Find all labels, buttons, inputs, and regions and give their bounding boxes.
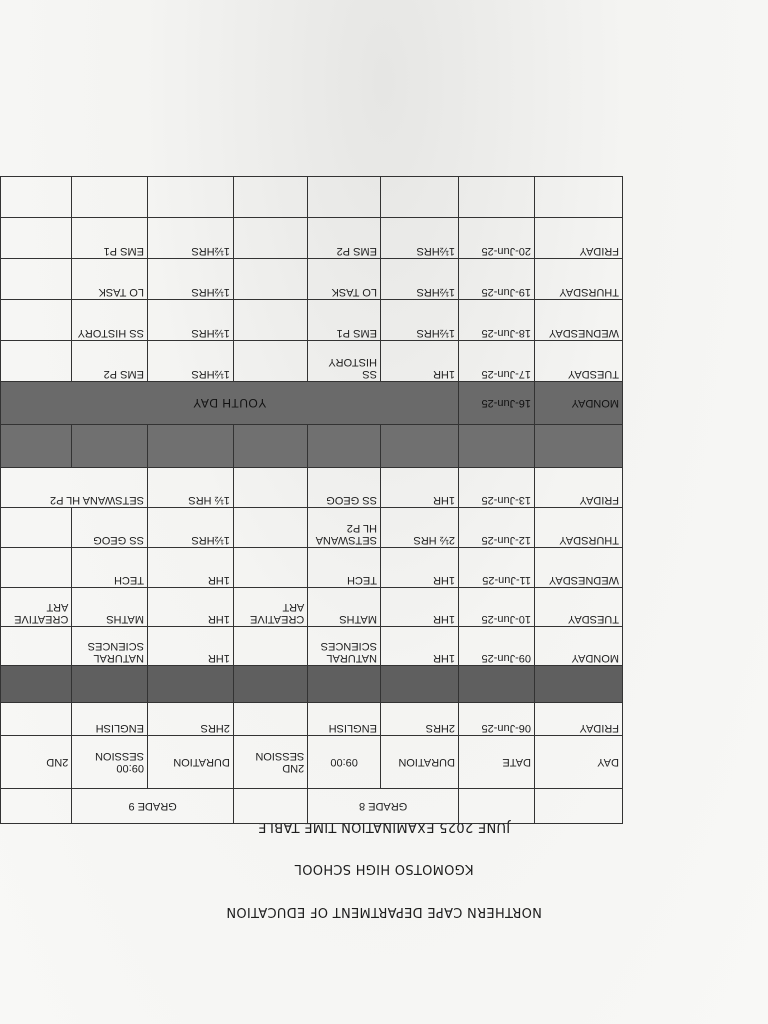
table-row — [1, 259, 623, 300]
table-row — [1, 588, 623, 627]
grade-header-row — [1, 789, 623, 824]
g9-subject-cell: MATHS — [72, 588, 148, 627]
g8-duration-cell: 1HR — [380, 468, 458, 508]
timetable-title: JUNE 2025 EXAMINATION TIME TABLE — [257, 819, 511, 834]
g9-subject-cell: EMS P1 — [72, 218, 148, 259]
g8-duration-header: DURATION — [380, 736, 458, 789]
g8-session2-cell — [233, 627, 307, 666]
g9-duration-cell: 1½HRS — [147, 508, 233, 548]
date-cell: 11-Jun-25 — [459, 548, 535, 588]
date-cell: 20-Jun-25 — [459, 218, 535, 259]
day-cell: THURSDAY — [534, 259, 622, 300]
g8-subject-cell: SS GEOG — [308, 468, 381, 508]
g9-duration-cell: 2HRS — [147, 703, 233, 736]
g8-session2-cell — [233, 259, 307, 300]
table-row — [1, 218, 623, 259]
g8-session2-cell — [233, 508, 307, 548]
g8-duration-cell: 1HR — [380, 588, 458, 627]
date-cell: 10-Jun-25 — [459, 588, 535, 627]
g9-session2-cell: CREATIVE ART — [1, 588, 72, 627]
date-cell: 18-Jun-25 — [459, 300, 535, 341]
holiday-row — [1, 382, 623, 425]
separator-row — [1, 666, 623, 703]
g9-session2-cell — [1, 341, 72, 382]
g8-duration-cell: 1HR — [380, 341, 458, 382]
g8-subject-cell: MATHS — [308, 588, 381, 627]
g9-subject-cell: LO TASK — [72, 259, 148, 300]
g9-session2-cell — [1, 627, 72, 666]
date-cell: 16-Jun-25 — [459, 382, 535, 425]
g9-duration-cell: 1½HRS — [147, 341, 233, 382]
department-title: NORTHERN CAPE DEPARTMENT OF EDUCATION — [226, 904, 542, 919]
exam-timetable — [0, 176, 623, 824]
g9-time-session-header: 09:00 SESSION — [72, 736, 148, 789]
day-cell: MONDAY — [534, 382, 622, 425]
g8-session2-cell — [233, 300, 307, 341]
g9-duration-cell: 1HR — [147, 548, 233, 588]
g9-subject-cell: SS GEOG — [72, 508, 148, 548]
g8-second-session-header: 2ND SESSION — [233, 736, 307, 789]
day-cell: FRIDAY — [534, 218, 622, 259]
column-header-row — [1, 736, 623, 789]
table-row — [1, 468, 623, 508]
table-row — [1, 341, 623, 382]
g9-session2-cell — [1, 703, 72, 736]
date-cell: 06-Jun-25 — [459, 703, 535, 736]
g9-session2-cell — [1, 300, 72, 341]
g8-subject-cell: SS HISTORY — [308, 341, 381, 382]
table-row — [1, 300, 623, 341]
date-cell: 17-Jun-25 — [459, 341, 535, 382]
g9-subject-cell: SETSWANA HL P2 — [1, 468, 148, 508]
g9-session2-cell — [1, 508, 72, 548]
date-cell: 13-Jun-25 — [459, 468, 535, 508]
g8-duration-cell: 2HRS — [380, 703, 458, 736]
day-cell: WEDNESDAY — [534, 300, 622, 341]
g9-subject-cell: EMS P2 — [72, 341, 148, 382]
blank-cell — [233, 789, 307, 824]
separator-row — [1, 425, 623, 468]
g9-second-header: 2ND — [1, 736, 72, 789]
date-header: DATE — [459, 736, 535, 789]
g8-duration-cell: 1HR — [380, 627, 458, 666]
g8-subject-cell: TECH — [308, 548, 381, 588]
grade-9-label: GRADE 9 — [72, 789, 234, 824]
g8-session2-cell — [233, 341, 307, 382]
day-cell: THURSDAY — [534, 508, 622, 548]
g9-duration-cell: 1½ HRS — [147, 468, 233, 508]
blank-cell — [1, 789, 72, 824]
g8-duration-cell: 1½HRS — [380, 259, 458, 300]
g8-time-header: 09:00 — [308, 736, 381, 789]
day-cell: FRIDAY — [534, 468, 622, 508]
g8-duration-cell: 1½HRS — [380, 300, 458, 341]
table-row — [1, 548, 623, 588]
g8-subject-cell: ENGLISH — [308, 703, 381, 736]
g8-subject-cell: EMS P2 — [308, 218, 381, 259]
g8-subject-cell: LO TASK — [308, 259, 381, 300]
g8-duration-cell: 1HR — [380, 548, 458, 588]
day-cell: TUESDAY — [534, 588, 622, 627]
g8-subject-cell: EMS P1 — [308, 300, 381, 341]
g8-session2-cell — [233, 548, 307, 588]
table-row — [1, 508, 623, 548]
g8-subject-cell: NATURAL SCIENCES — [308, 627, 381, 666]
day-header: DAY — [534, 736, 622, 789]
g9-session2-cell — [1, 259, 72, 300]
date-cell: 09-Jun-25 — [459, 627, 535, 666]
g9-duration-cell: 1HR — [147, 588, 233, 627]
day-cell: TUESDAY — [534, 341, 622, 382]
school-name: KGOMOTSO HIGH SCHOOL — [294, 861, 474, 876]
table-row — [1, 703, 623, 736]
g8-session2-cell — [233, 703, 307, 736]
g9-session2-cell — [1, 548, 72, 588]
g8-duration-cell: 1½HRS — [380, 218, 458, 259]
youth-day-label: YOUTH DAY — [1, 382, 459, 425]
g8-session2-cell — [233, 218, 307, 259]
grade-8-label: GRADE 8 — [308, 789, 459, 824]
day-cell: WEDNESDAY — [534, 548, 622, 588]
day-cell: MONDAY — [534, 627, 622, 666]
g9-subject-cell: SS HISTORY — [72, 300, 148, 341]
day-cell: FRIDAY — [534, 703, 622, 736]
blank-row — [1, 177, 623, 218]
g8-session2-cell — [233, 468, 307, 508]
blank-cell — [459, 789, 535, 824]
g9-subject-cell: TECH — [72, 548, 148, 588]
g9-subject-cell: NATURAL SCIENCES — [72, 627, 148, 666]
g8-session2-cell: CREATIVE ART — [233, 588, 307, 627]
g8-duration-cell: 2½ HRS — [380, 508, 458, 548]
g9-duration-header: DURATION — [147, 736, 233, 789]
g9-session2-cell — [1, 218, 72, 259]
g9-duration-cell: 1½HRS — [147, 259, 233, 300]
g9-subject-cell: ENGLISH — [72, 703, 148, 736]
blank-cell — [534, 789, 622, 824]
g9-duration-cell: 1½HRS — [147, 300, 233, 341]
date-cell: 19-Jun-25 — [459, 259, 535, 300]
date-cell: 12-Jun-25 — [459, 508, 535, 548]
g9-duration-cell: 1HR — [147, 627, 233, 666]
g8-subject-cell: SETSWANA HL P2 — [308, 508, 381, 548]
table-row — [1, 627, 623, 666]
g9-duration-cell: 1½HRS — [147, 218, 233, 259]
